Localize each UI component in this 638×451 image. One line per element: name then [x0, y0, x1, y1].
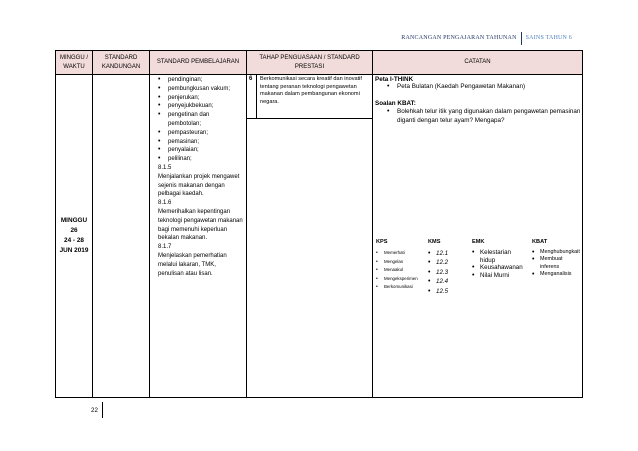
- subject-title: SAINS TAHUN 6: [525, 35, 572, 41]
- list-item: • Peta Bulatan (Kaedah Pengawetan Makanan): [373, 83, 582, 91]
- minggu-cell: [56, 75, 93, 398]
- kbat-question-list: [373, 108, 582, 125]
- catatan-content: [373, 75, 582, 397]
- list-item: • pendinginan;: [158, 76, 244, 85]
- list-item: • Bolehkah telur itik yang digunakan dalam pengawetan pemasinan diganti dengan telur ayam? Mengapa?: [373, 108, 582, 125]
- list-item: • penyalaian;: [158, 146, 244, 155]
- header-separator: [521, 32, 522, 45]
- list-item: • pembungkusan vakum;: [158, 85, 244, 94]
- table-header-row: [56, 51, 583, 75]
- minggu-month: JUN 2019: [59, 246, 89, 254]
- list-item: • penjerukan;: [158, 94, 244, 103]
- list-item: • pemasinan;: [158, 138, 244, 147]
- list-item: • Keusahawanan: [472, 264, 532, 272]
- list-item: • Berkomunikasi: [376, 283, 424, 292]
- page-footer: [91, 401, 103, 419]
- list-item: • penyejukbekuan;: [158, 102, 244, 111]
- list-item: • pelilinan;: [158, 155, 244, 164]
- kbat-title: KBAT: [532, 239, 548, 245]
- sp-bullet-list: [150, 75, 246, 164]
- catatan-cell: [373, 75, 583, 398]
- tp-description: Berkomunikasi secara kreatif dan inovatif tentang peranan teknologi pengawetan makanan dalam pembangunan ekonomi negara.: [257, 75, 372, 119]
- minggu-number: 26: [70, 227, 78, 235]
- list-item: • Menaakul: [376, 266, 424, 275]
- footer-separator: [102, 402, 103, 418]
- emk-column: [472, 239, 532, 279]
- kbat-column: [532, 239, 582, 278]
- sp-description: Memerihalkan kepentingan teknologi pengawetan makanan bagi memenuhi keperluan bekalan makanan.: [158, 208, 243, 242]
- peta-ithink-title: Peta I-THINK: [375, 76, 414, 83]
- sp-code: 8.1.6: [158, 200, 172, 207]
- list-item: • 12.3: [428, 268, 468, 277]
- peta-list: [373, 83, 582, 91]
- kps-column: [376, 239, 424, 292]
- header-minggu: MINGGU / WAKTU: [56, 51, 93, 75]
- tahap-penguasaan-cell: [247, 75, 373, 398]
- sp-description: Menjelaskan pemerhatian melalui lakaran, TMK, penulisan atau lisan.: [158, 252, 227, 277]
- list-item: • Menghubungkait: [532, 249, 582, 256]
- emk-title: EMK: [472, 239, 485, 245]
- page-header: [401, 31, 572, 45]
- tp-row: [247, 75, 372, 119]
- document-title: RANCANGAN PENGAJARAN TAHUNAN: [401, 35, 517, 41]
- header-standard-kandungan: STANDARD KANDUNGAN: [93, 51, 150, 75]
- minggu-dates: 24 - 28: [64, 237, 84, 244]
- tp-level: 6: [247, 75, 257, 119]
- list-item: • 12.5: [428, 287, 468, 296]
- list-item: • Kelestarian hidup: [472, 249, 518, 264]
- page-number: 22: [91, 406, 98, 414]
- list-item: • pengetinan dan pembotolan;: [158, 111, 244, 129]
- list-item: • 12.4: [428, 277, 468, 286]
- list-item: • 12.2: [428, 258, 468, 267]
- header-catatan: CATATAN: [373, 51, 583, 75]
- list-item: • Memerhati: [376, 249, 424, 258]
- list-item: • Mengelas: [376, 258, 424, 267]
- list-item: • Nilai Murni: [472, 272, 532, 280]
- kms-title: KMS: [428, 239, 441, 245]
- skills-columns: [373, 239, 582, 319]
- soalan-kbat-title: Soalan KBAT:: [375, 100, 416, 108]
- list-item: • Mengeksperimen: [376, 275, 420, 284]
- kps-title: KPS: [376, 239, 388, 245]
- kms-column: [428, 239, 468, 296]
- list-item: • Menganalisis: [532, 271, 582, 278]
- table-row: [56, 75, 583, 398]
- lesson-plan-table: [55, 50, 583, 398]
- list-item: • pempasteuran;: [158, 129, 244, 138]
- standard-pembelajaran-cell: [150, 75, 247, 398]
- minggu-label: MINGGU: [60, 217, 88, 225]
- list-item: • Membuat inferens: [532, 256, 572, 271]
- header-standard-pembelajaran: STANDARD PEMBELAJARAN: [150, 51, 247, 75]
- sp-code: 8.1.7: [158, 244, 172, 251]
- standard-kandungan-cell: [93, 75, 150, 398]
- header-tahap-penguasaan: TAHAP PENGUASAAN / STANDARD PRESTASI: [247, 51, 373, 75]
- list-item: • 12.1: [428, 249, 468, 258]
- sp-description: Menjalankan projek mengawet sejenis makanan dengan pelbagai kaedah.: [158, 173, 240, 198]
- sp-code: 8.1.5: [158, 164, 172, 171]
